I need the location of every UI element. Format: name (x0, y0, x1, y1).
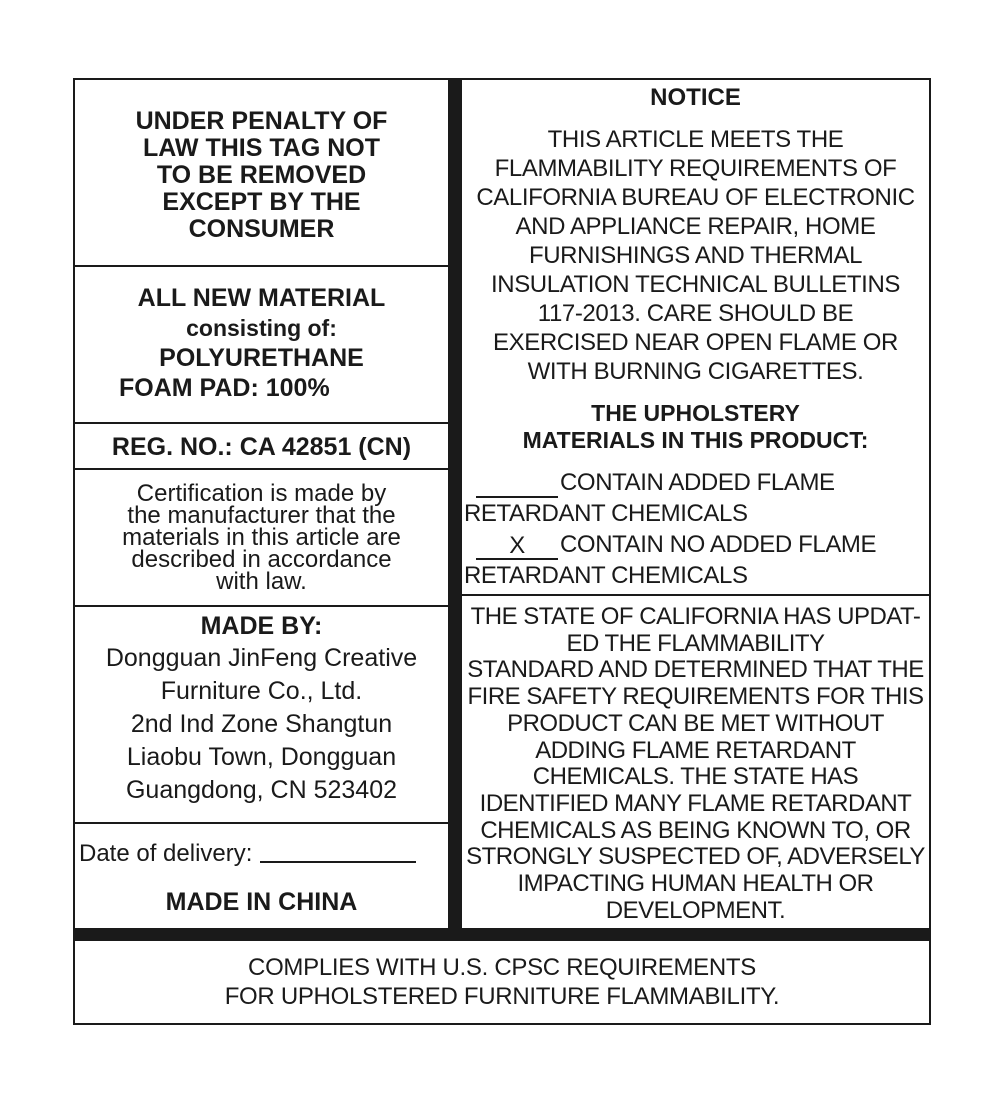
manufacturer-line: Dongguan JinFeng Creative (105, 644, 418, 672)
option-mark-blank: X (476, 534, 558, 560)
material-heading: ALL NEW MATERIAL (137, 284, 386, 312)
state-line: ED THE FLAMMABILITY (566, 629, 825, 657)
penalty-line: UNDER PENALTY OF (135, 107, 388, 135)
manufacturer-line: Furniture Co., Ltd. (160, 677, 363, 705)
option-line: CONTAIN NO ADDED FLAME (560, 531, 877, 558)
penalty-line: LAW THIS TAG NOT (142, 134, 380, 162)
state-line: IDENTIFIED MANY FLAME RETARDANT (479, 789, 912, 817)
option-contain-added (464, 467, 929, 529)
material-line: FOAM PAD: 100% (119, 374, 330, 402)
footer-divider (75, 928, 929, 941)
penalty-line: TO BE REMOVED (156, 161, 367, 189)
manufacturer-line: 2nd Ind Zone Shangtun (130, 710, 393, 738)
material-line: POLYURETHANE (159, 344, 364, 372)
state-line: CHEMICALS AS BEING KNOWN TO, OR (480, 816, 911, 844)
notice-title: NOTICE (650, 84, 741, 111)
divider (75, 605, 448, 607)
material-consisting: consisting of: (186, 315, 337, 341)
state-line: STRONGLY SUSPECTED OF, ADVERSELY (466, 843, 925, 871)
notice-line: FLAMMABILITY REQUIREMENTS OF (494, 155, 897, 182)
notice-line: EXERCISED NEAR OPEN FLAME OR (493, 329, 898, 356)
notice-line: 117-2013. CARE SHOULD BE (537, 300, 854, 327)
certification-line: with law. (216, 568, 307, 595)
notice-line: THIS ARTICLE MEETS THE (547, 126, 844, 153)
certification-line: described in accordance (131, 546, 392, 573)
made-in-china: MADE IN CHINA (165, 888, 358, 916)
manufacturer-block (75, 610, 448, 807)
registration-number: REG. NO.: CA 42851 (CN) (111, 433, 412, 461)
manufacturer-line: Guangdong, CN 523402 (125, 776, 398, 804)
cpsc-compliance-footer (75, 941, 929, 1023)
option-line: RETARDANT CHEMICALS (464, 500, 748, 527)
certification-statement (75, 480, 448, 595)
footer-line: COMPLIES WITH U.S. CPSC REQUIREMENTS (248, 954, 756, 981)
delivery-date (79, 840, 452, 868)
state-line: IMPACTING HUMAN HEALTH OR (517, 870, 874, 898)
state-line: ADDING FLAME RETARDANT (535, 736, 856, 764)
state-line: FIRE SAFETY REQUIREMENTS FOR THIS (467, 683, 924, 711)
right-column (462, 80, 929, 928)
notice-line: INSULATION TECHNICAL BULLETINS (491, 271, 900, 298)
left-column (75, 80, 448, 928)
delivery-label: Date of delivery: (79, 840, 253, 867)
column-divider (448, 80, 462, 928)
option-contain-no-added (464, 529, 929, 591)
state-notice (462, 604, 929, 924)
penalty-notice (75, 108, 448, 243)
state-line: STANDARD AND DETERMINED THAT THE (467, 656, 924, 684)
upholstery-title-line: THE UPHOLSTERY (591, 400, 800, 426)
certification-line: Certification is made by (136, 480, 387, 507)
manufacturer-line: Liaobu Town, Dongguan (126, 743, 397, 771)
upholstery-title-line: MATERIALS IN THIS PRODUCT: (522, 427, 869, 453)
divider (75, 468, 448, 470)
notice-line: AND APPLIANCE REPAIR, HOME (515, 213, 876, 240)
divider (75, 822, 448, 824)
divider (75, 422, 448, 424)
option-line: RETARDANT CHEMICALS (464, 562, 748, 589)
footer-line: FOR UPHOLSTERED FURNITURE FLAMMABILITY. (224, 983, 780, 1010)
notice-line: FURNISHINGS AND THERMAL (528, 242, 863, 269)
notice-line: CALIFORNIA BUREAU OF ELECTRONIC (476, 184, 915, 211)
divider (75, 265, 448, 267)
delivery-date-blank (260, 861, 416, 863)
material-block (75, 282, 448, 402)
certification-line: materials in this article are (122, 524, 401, 551)
law-tag (73, 78, 931, 1025)
upholstery-title (462, 400, 929, 454)
divider (462, 594, 929, 596)
notice-body (462, 125, 929, 386)
made-by-heading: MADE BY: (200, 612, 323, 640)
state-line: THE STATE OF CALIFORNIA HAS UPDAT- (470, 603, 921, 630)
state-line: PRODUCT CAN BE MET WITHOUT (507, 709, 884, 737)
certification-line: the manufacturer that the (127, 502, 396, 529)
state-line: CHEMICALS. THE STATE HAS (532, 763, 859, 791)
option-line: CONTAIN ADDED FLAME (560, 469, 835, 496)
notice-line: WITH BURNING CIGARETTES. (527, 358, 864, 385)
penalty-line: EXCEPT BY THE (162, 188, 361, 216)
penalty-line: CONSUMER (188, 215, 335, 243)
state-line: DEVELOPMENT. (605, 896, 786, 924)
